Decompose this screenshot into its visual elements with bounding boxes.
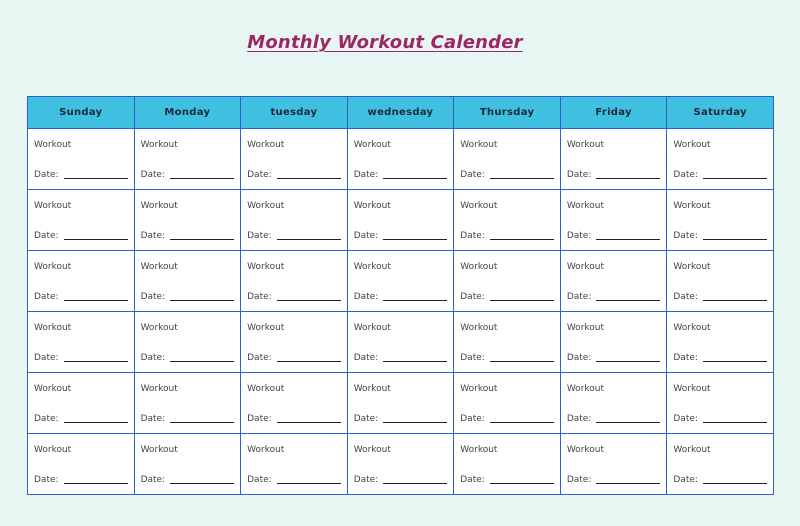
date-label: Date: xyxy=(673,414,698,424)
workout-label: Workout xyxy=(34,201,72,211)
date-row xyxy=(460,292,554,302)
day-cell-friday[interactable] xyxy=(560,251,667,312)
week-row xyxy=(28,251,774,312)
workout-label: Workout xyxy=(353,384,391,394)
day-cell-friday[interactable] xyxy=(560,190,667,251)
workout-label: Workout xyxy=(247,384,285,394)
date-label: Date: xyxy=(140,170,166,180)
workout-label: Workout xyxy=(353,323,391,333)
workout-label: Workout xyxy=(460,262,498,272)
date-label: Date: xyxy=(566,353,592,363)
workout-label: Workout xyxy=(247,262,285,272)
date-row xyxy=(34,292,128,302)
week-row xyxy=(28,190,774,251)
date-entry-line[interactable] xyxy=(170,231,234,240)
date-label: Date: xyxy=(353,292,379,302)
date-row xyxy=(673,170,767,180)
date-label: Date: xyxy=(460,292,485,302)
date-label: Date: xyxy=(247,353,272,363)
date-label: Date: xyxy=(566,231,592,241)
day-cell-friday[interactable] xyxy=(560,434,667,495)
workout-label: Workout xyxy=(140,201,178,211)
date-row xyxy=(34,414,128,424)
date-row xyxy=(141,475,235,485)
date-label: Date: xyxy=(353,414,379,424)
date-entry-line[interactable] xyxy=(383,353,447,362)
day-cell-content xyxy=(135,129,241,189)
day-cell-content xyxy=(348,373,454,433)
date-row xyxy=(567,170,661,180)
date-entry-line[interactable] xyxy=(277,414,341,423)
date-label: Date: xyxy=(247,170,272,180)
day-cell-content xyxy=(348,251,454,311)
date-label: Date: xyxy=(140,353,166,363)
day-cell-content xyxy=(561,129,667,189)
day-cell-tuesday[interactable] xyxy=(241,129,348,190)
day-cell-wednesday[interactable] xyxy=(347,129,454,190)
date-row xyxy=(673,475,767,485)
day-cell-saturday[interactable] xyxy=(667,434,774,495)
day-cell-content xyxy=(454,129,560,189)
workout-label: Workout xyxy=(34,445,72,455)
date-label: Date: xyxy=(460,353,485,363)
date-row xyxy=(247,353,341,363)
calendar-body xyxy=(28,129,774,495)
day-cell-content xyxy=(561,251,667,311)
date-label: Date: xyxy=(353,353,379,363)
day-cell-content xyxy=(454,373,560,433)
workout-label: Workout xyxy=(247,445,285,455)
date-row xyxy=(354,475,448,485)
date-row xyxy=(141,231,235,241)
date-row xyxy=(460,231,554,241)
date-row xyxy=(567,353,661,363)
day-cell-monday[interactable] xyxy=(134,129,241,190)
date-entry-line[interactable] xyxy=(170,414,234,423)
workout-label: Workout xyxy=(140,445,178,455)
date-label: Date: xyxy=(34,353,59,363)
date-entry-line[interactable] xyxy=(596,292,660,301)
date-entry-line[interactable] xyxy=(170,170,234,179)
workout-label: Workout xyxy=(673,323,711,333)
day-cell-tuesday[interactable] xyxy=(241,190,348,251)
day-cell-tuesday[interactable] xyxy=(241,434,348,495)
date-label: Date: xyxy=(673,170,698,180)
workout-label: Workout xyxy=(460,323,498,333)
day-cell-content xyxy=(348,129,454,189)
day-cell-content xyxy=(28,251,134,311)
date-label: Date: xyxy=(34,475,59,485)
date-label: Date: xyxy=(247,414,272,424)
workout-label: Workout xyxy=(140,262,178,272)
date-entry-line[interactable] xyxy=(64,475,128,484)
workout-label: Workout xyxy=(566,262,605,272)
header-thursday: Thursday xyxy=(454,97,561,129)
date-entry-line[interactable] xyxy=(490,231,554,240)
day-cell-content xyxy=(454,312,560,372)
day-cell-thursday[interactable] xyxy=(454,129,561,190)
day-cell-content xyxy=(348,312,454,372)
date-label: Date: xyxy=(247,231,272,241)
date-row xyxy=(247,292,341,302)
date-label: Date: xyxy=(460,170,485,180)
day-cell-saturday[interactable] xyxy=(667,190,774,251)
day-cell-content xyxy=(241,312,347,372)
date-label: Date: xyxy=(34,292,59,302)
date-label: Date: xyxy=(460,475,485,485)
date-label: Date: xyxy=(140,414,166,424)
workout-label: Workout xyxy=(247,140,285,150)
day-cell-thursday[interactable] xyxy=(454,251,561,312)
date-label: Date: xyxy=(247,292,272,302)
date-entry-line[interactable] xyxy=(596,353,660,362)
date-row xyxy=(34,231,128,241)
day-cell-content xyxy=(135,434,241,494)
date-row xyxy=(354,414,448,424)
day-cell-content xyxy=(28,373,134,433)
date-label: Date: xyxy=(34,231,59,241)
day-cell-sunday[interactable] xyxy=(28,251,135,312)
date-row xyxy=(34,475,128,485)
date-label: Date: xyxy=(353,231,379,241)
date-entry-line[interactable] xyxy=(490,414,554,423)
date-entry-line[interactable] xyxy=(703,170,767,179)
weekday-header-row xyxy=(28,97,774,129)
day-cell-content xyxy=(454,251,560,311)
day-cell-content xyxy=(667,434,773,494)
date-row xyxy=(247,414,341,424)
workout-label: Workout xyxy=(460,445,498,455)
date-label: Date: xyxy=(673,475,698,485)
day-cell-wednesday[interactable] xyxy=(347,251,454,312)
date-entry-line[interactable] xyxy=(490,292,554,301)
day-cell-content xyxy=(667,373,773,433)
day-cell-sunday[interactable] xyxy=(28,129,135,190)
workout-label: Workout xyxy=(353,262,391,272)
date-row xyxy=(141,414,235,424)
date-row xyxy=(34,353,128,363)
workout-label: Workout xyxy=(566,445,605,455)
workout-label: Workout xyxy=(247,323,285,333)
date-entry-line[interactable] xyxy=(490,475,554,484)
day-cell-thursday[interactable] xyxy=(454,190,561,251)
workout-label: Workout xyxy=(566,201,605,211)
date-entry-line[interactable] xyxy=(383,414,447,423)
date-row xyxy=(673,353,767,363)
date-entry-line[interactable] xyxy=(277,231,341,240)
date-entry-line[interactable] xyxy=(703,292,767,301)
day-cell-wednesday[interactable] xyxy=(347,373,454,434)
day-cell-tuesday[interactable] xyxy=(241,373,348,434)
date-row xyxy=(141,170,235,180)
workout-label: Workout xyxy=(140,140,178,150)
day-cell-content xyxy=(135,251,241,311)
date-row xyxy=(567,414,661,424)
week-row xyxy=(28,312,774,373)
day-cell-sunday[interactable] xyxy=(28,190,135,251)
day-cell-content xyxy=(667,190,773,250)
date-row xyxy=(354,170,448,180)
date-entry-line[interactable] xyxy=(703,414,767,423)
date-entry-line[interactable] xyxy=(277,292,341,301)
day-cell-thursday[interactable] xyxy=(454,312,561,373)
day-cell-thursday[interactable] xyxy=(454,373,561,434)
date-label: Date: xyxy=(140,292,166,302)
day-cell-monday[interactable] xyxy=(134,434,241,495)
day-cell-content xyxy=(135,373,241,433)
page-title: Monthly Workout Calender xyxy=(247,32,523,53)
day-cell-saturday[interactable] xyxy=(667,373,774,434)
day-cell-wednesday[interactable] xyxy=(347,312,454,373)
workout-label: Workout xyxy=(247,201,285,211)
date-entry-line[interactable] xyxy=(383,231,447,240)
date-label: Date: xyxy=(566,170,592,180)
day-cell-thursday[interactable] xyxy=(454,434,561,495)
day-cell-content xyxy=(348,190,454,250)
date-label: Date: xyxy=(673,231,698,241)
date-entry-line[interactable] xyxy=(383,292,447,301)
date-entry-line[interactable] xyxy=(596,170,660,179)
date-entry-line[interactable] xyxy=(277,353,341,362)
date-row xyxy=(247,475,341,485)
date-row xyxy=(354,231,448,241)
date-entry-line[interactable] xyxy=(596,231,660,240)
workout-label: Workout xyxy=(140,323,178,333)
workout-label: Workout xyxy=(566,384,605,394)
day-cell-monday[interactable] xyxy=(134,251,241,312)
date-entry-line[interactable] xyxy=(703,353,767,362)
date-label: Date: xyxy=(34,414,59,424)
date-entry-line[interactable] xyxy=(383,170,447,179)
date-entry-line[interactable] xyxy=(170,475,234,484)
header-sunday: Sunday xyxy=(28,97,135,129)
date-entry-line[interactable] xyxy=(703,231,767,240)
date-row xyxy=(460,414,554,424)
header-monday: Monday xyxy=(134,97,241,129)
date-entry-line[interactable] xyxy=(703,475,767,484)
date-label: Date: xyxy=(460,414,485,424)
date-row xyxy=(567,231,661,241)
workout-label: Workout xyxy=(566,140,605,150)
date-entry-line[interactable] xyxy=(170,292,234,301)
day-cell-friday[interactable] xyxy=(560,129,667,190)
day-cell-monday[interactable] xyxy=(134,312,241,373)
workout-label: Workout xyxy=(34,384,72,394)
date-row xyxy=(673,414,767,424)
date-entry-line[interactable] xyxy=(490,170,554,179)
workout-label: Workout xyxy=(673,262,711,272)
day-cell-content xyxy=(28,129,134,189)
week-row xyxy=(28,129,774,190)
date-entry-line[interactable] xyxy=(64,292,128,301)
day-cell-content xyxy=(28,434,134,494)
day-cell-content xyxy=(135,190,241,250)
date-row xyxy=(460,170,554,180)
day-cell-content xyxy=(348,434,454,494)
date-entry-line[interactable] xyxy=(64,231,128,240)
day-cell-content xyxy=(28,312,134,372)
day-cell-wednesday[interactable] xyxy=(347,434,454,495)
workout-label: Workout xyxy=(353,201,391,211)
date-label: Date: xyxy=(140,231,166,241)
date-row xyxy=(673,292,767,302)
day-cell-content xyxy=(561,190,667,250)
day-cell-content xyxy=(667,129,773,189)
date-entry-line[interactable] xyxy=(596,414,660,423)
date-label: Date: xyxy=(566,414,592,424)
date-label: Date: xyxy=(140,475,166,485)
day-cell-content xyxy=(561,373,667,433)
date-label: Date: xyxy=(353,170,379,180)
workout-label: Workout xyxy=(34,323,72,333)
workout-label: Workout xyxy=(460,384,498,394)
day-cell-content xyxy=(241,373,347,433)
workout-label: Workout xyxy=(34,140,72,150)
header-friday: Friday xyxy=(560,97,667,129)
date-entry-line[interactable] xyxy=(277,170,341,179)
day-cell-monday[interactable] xyxy=(134,373,241,434)
date-label: Date: xyxy=(353,475,379,485)
day-cell-content xyxy=(28,190,134,250)
date-row xyxy=(141,353,235,363)
day-cell-friday[interactable] xyxy=(560,373,667,434)
day-cell-content xyxy=(241,251,347,311)
date-entry-line[interactable] xyxy=(596,475,660,484)
date-label: Date: xyxy=(673,353,698,363)
day-cell-tuesday[interactable] xyxy=(241,312,348,373)
date-label: Date: xyxy=(460,231,485,241)
workout-label: Workout xyxy=(460,201,498,211)
day-cell-content xyxy=(454,434,560,494)
workout-label: Workout xyxy=(460,140,498,150)
week-row xyxy=(28,434,774,495)
workout-label: Workout xyxy=(566,323,605,333)
date-row xyxy=(460,475,554,485)
date-entry-line[interactable] xyxy=(64,353,128,362)
date-row xyxy=(567,475,661,485)
date-entry-line[interactable] xyxy=(170,353,234,362)
day-cell-content xyxy=(667,251,773,311)
date-label: Date: xyxy=(566,292,592,302)
date-entry-line[interactable] xyxy=(64,170,128,179)
date-row xyxy=(34,170,128,180)
day-cell-content xyxy=(241,434,347,494)
day-cell-content xyxy=(241,129,347,189)
workout-label: Workout xyxy=(140,384,178,394)
date-entry-line[interactable] xyxy=(64,414,128,423)
day-cell-sunday[interactable] xyxy=(28,434,135,495)
date-row xyxy=(673,231,767,241)
date-row xyxy=(354,292,448,302)
date-label: Date: xyxy=(566,475,592,485)
date-row xyxy=(247,231,341,241)
workout-label: Workout xyxy=(673,140,711,150)
day-cell-wednesday[interactable] xyxy=(347,190,454,251)
workout-label: Workout xyxy=(673,201,711,211)
workout-label: Workout xyxy=(353,445,391,455)
day-cell-saturday[interactable] xyxy=(667,251,774,312)
day-cell-sunday[interactable] xyxy=(28,373,135,434)
workout-label: Workout xyxy=(673,445,711,455)
date-row xyxy=(141,292,235,302)
day-cell-content xyxy=(667,312,773,372)
day-cell-content xyxy=(454,190,560,250)
date-row xyxy=(567,292,661,302)
day-cell-sunday[interactable] xyxy=(28,312,135,373)
day-cell-friday[interactable] xyxy=(560,312,667,373)
date-label: Date: xyxy=(247,475,272,485)
day-cell-saturday[interactable] xyxy=(667,129,774,190)
date-entry-line[interactable] xyxy=(490,353,554,362)
date-entry-line[interactable] xyxy=(383,475,447,484)
day-cell-saturday[interactable] xyxy=(667,312,774,373)
header-wednesday: wednesday xyxy=(347,97,454,129)
header-saturday: Saturday xyxy=(667,97,774,129)
workout-label: Workout xyxy=(353,140,391,150)
day-cell-content xyxy=(241,190,347,250)
date-label: Date: xyxy=(34,170,59,180)
date-entry-line[interactable] xyxy=(277,475,341,484)
date-label: Date: xyxy=(673,292,698,302)
day-cell-tuesday[interactable] xyxy=(241,251,348,312)
day-cell-content xyxy=(561,312,667,372)
date-row xyxy=(247,170,341,180)
day-cell-content xyxy=(135,312,241,372)
header-tuesday: tuesday xyxy=(241,97,348,129)
workout-label: Workout xyxy=(34,262,72,272)
date-row xyxy=(460,353,554,363)
date-row xyxy=(354,353,448,363)
week-row xyxy=(28,373,774,434)
day-cell-monday[interactable] xyxy=(134,190,241,251)
workout-label: Workout xyxy=(673,384,711,394)
day-cell-content xyxy=(561,434,667,494)
workout-calendar-table xyxy=(27,96,774,495)
